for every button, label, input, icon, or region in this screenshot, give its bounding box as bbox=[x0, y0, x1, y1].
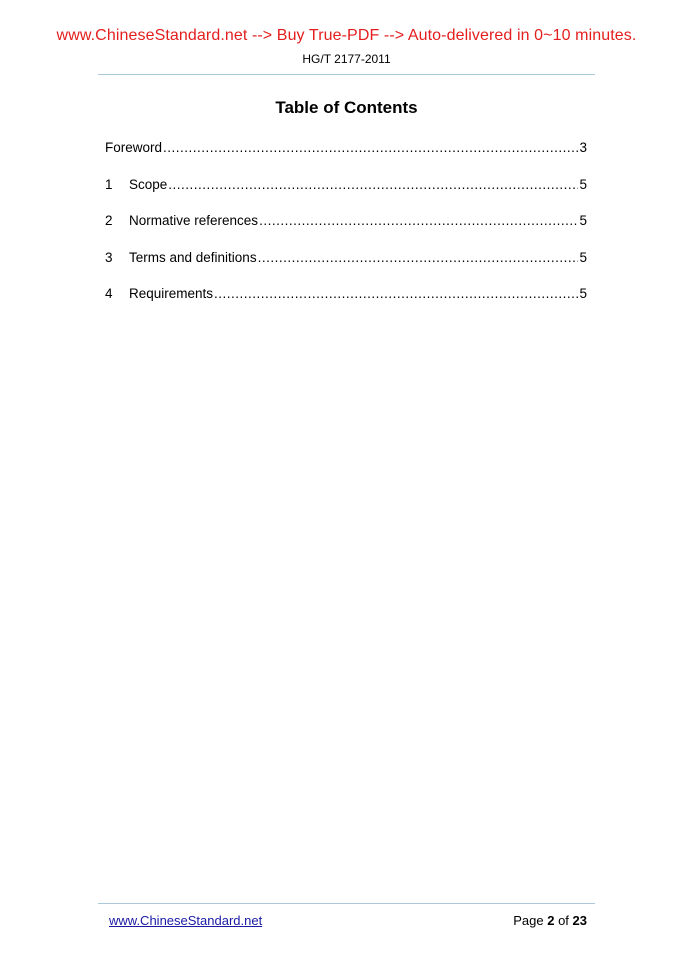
toc-entry-foreword[interactable] bbox=[105, 140, 587, 177]
footer-website-link[interactable]: www.ChineseStandard.net bbox=[109, 913, 263, 928]
promo-banner: www.ChineseStandard.net --> Buy True-PDF --> Auto-delivered in 0~10 minutes. bbox=[56, 27, 637, 44]
toc-entry-label: Requirements bbox=[129, 286, 214, 301]
toc-entry-page: 5 bbox=[579, 213, 587, 228]
page-total: 23 bbox=[572, 913, 587, 928]
toc-entry-number: 2 bbox=[105, 213, 113, 228]
toc-entry-page: 3 bbox=[579, 140, 587, 155]
footer-divider bbox=[98, 903, 595, 904]
toc-entry-page: 5 bbox=[579, 249, 587, 265]
toc-entry-number: 4 bbox=[105, 286, 113, 301]
toc-entry-requirements[interactable] bbox=[105, 286, 587, 323]
toc-entry-normative-references[interactable] bbox=[105, 213, 587, 250]
toc-entry-number: 3 bbox=[105, 249, 113, 265]
toc-entry-terms-and-definitions[interactable] bbox=[105, 250, 587, 287]
toc-leader-dots bbox=[168, 177, 578, 192]
toc-entry-number: 1 bbox=[105, 176, 113, 192]
toc-entry-label: Terms and definitions bbox=[129, 249, 257, 265]
toc-entry-label: Normative references bbox=[129, 213, 259, 228]
toc-entry-label: Scope bbox=[129, 176, 168, 192]
toc-leader-dots bbox=[163, 140, 578, 155]
header-divider bbox=[98, 74, 595, 75]
toc-entry-page: 5 bbox=[579, 176, 587, 192]
toc-leader-dots bbox=[258, 250, 579, 265]
toc-entry-scope[interactable] bbox=[105, 177, 587, 214]
toc-list bbox=[105, 140, 587, 323]
document-code: HG/T 2177-2011 bbox=[302, 52, 391, 66]
page-current: 2 bbox=[547, 913, 555, 928]
toc-leader-dots bbox=[259, 213, 578, 228]
page-number bbox=[513, 913, 587, 928]
toc-entry-page: 5 bbox=[579, 286, 587, 301]
page-word: Page bbox=[513, 913, 544, 928]
toc-title: Table of Contents bbox=[275, 98, 418, 117]
page-of: of bbox=[558, 913, 569, 928]
toc-entry-label: Foreword bbox=[105, 140, 163, 155]
toc-leader-dots bbox=[214, 286, 578, 301]
